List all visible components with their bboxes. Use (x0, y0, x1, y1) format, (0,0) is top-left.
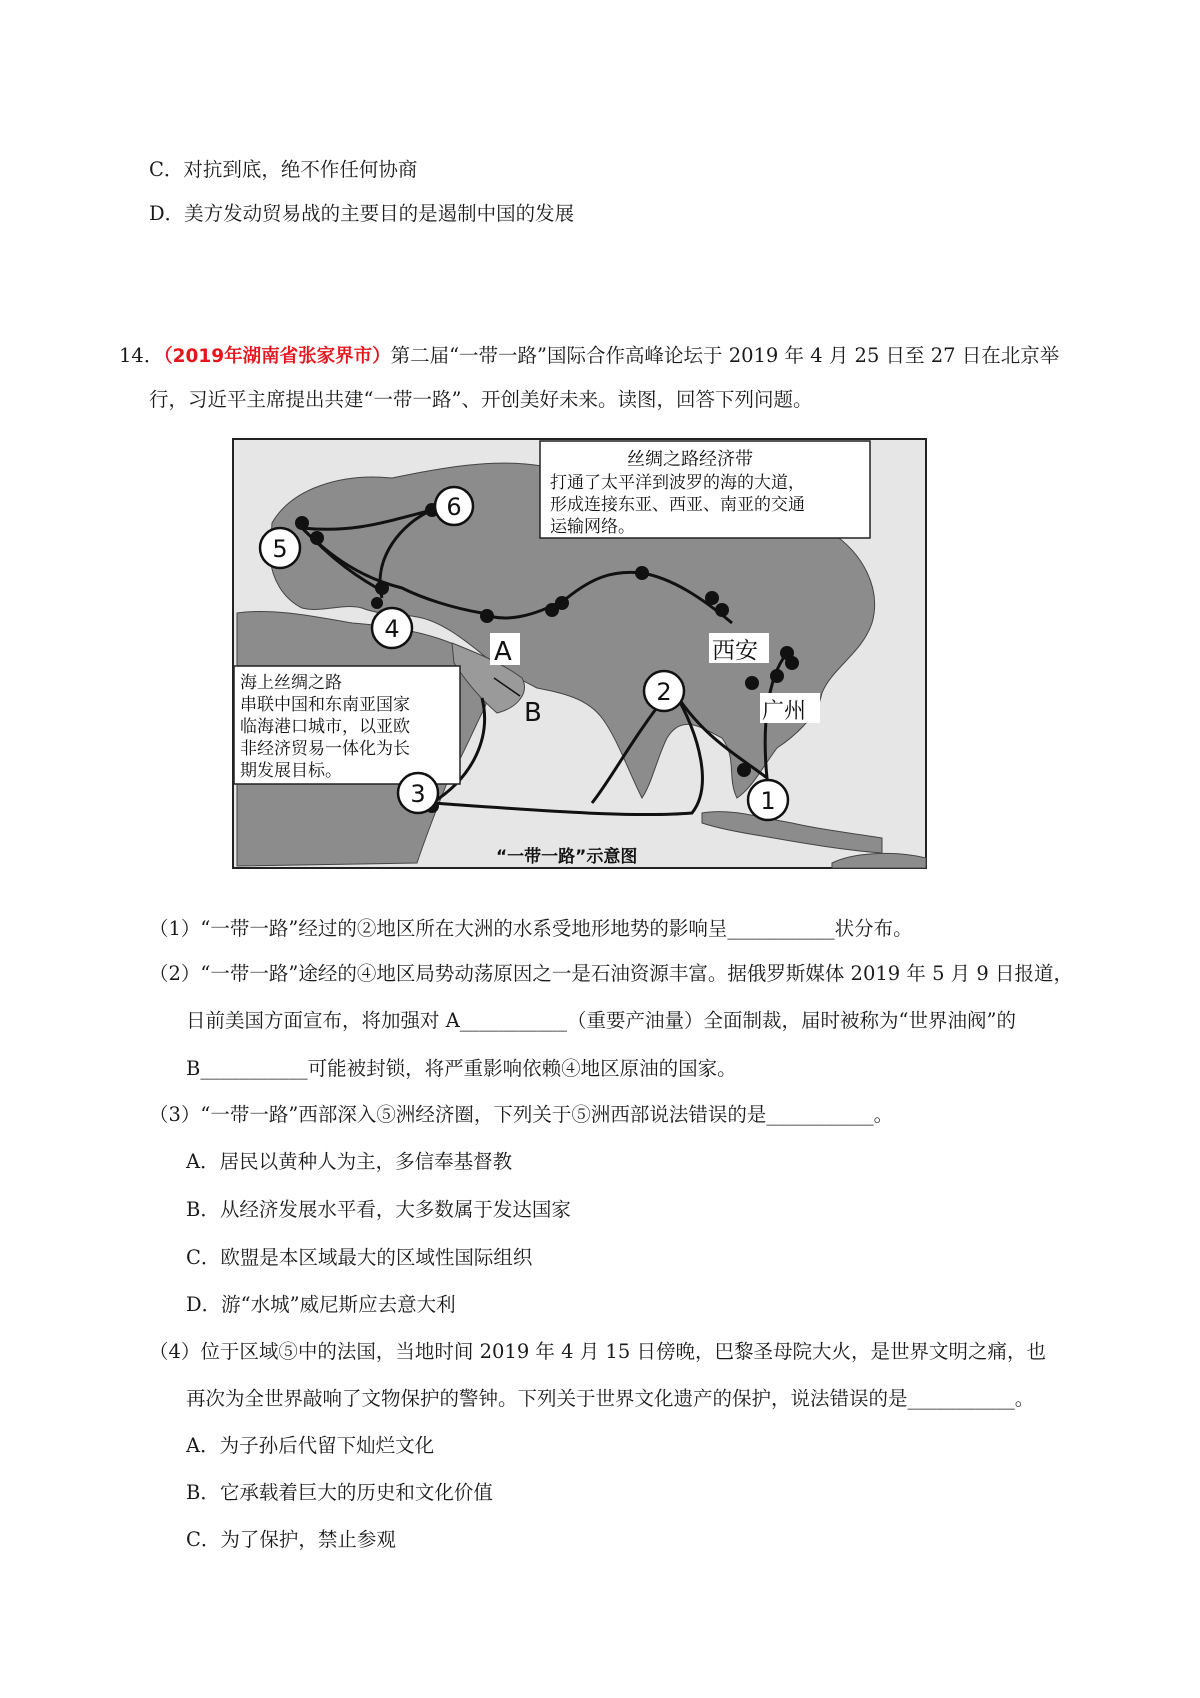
question-14-line1 (119, 343, 1059, 370)
subquestion-3-option: B．从经济发展水平看，大多数属于发达国家 (186, 1198, 571, 1221)
option-c-prev: C．对抗到底，绝不作任何协商 (149, 158, 418, 181)
subquestion-4-option: B．它承载着巨大的历史和文化价值 (186, 1481, 493, 1504)
city-guangzhou: 广州 (762, 699, 807, 724)
subquestion-1: （1）“一带一路”经过的②地区所在大洲的水系受地形地势的影响呈___________状分布。 (149, 917, 913, 940)
marker-label-5: 5 (272, 535, 288, 563)
marker-label-2: 2 (656, 678, 672, 706)
marker-label-4: 4 (384, 615, 400, 643)
marker-label-3: 3 (410, 780, 426, 808)
box-top-line: 运输网络。 (550, 517, 635, 537)
label-b: B (524, 698, 542, 728)
question-source: （2019年湖南省张家界市） (163, 346, 391, 367)
option-d-prev: D．美方发动贸易战的主要目的是遏制中国的发展 (149, 202, 575, 225)
box-top-line: 形成连接东亚、西亚、南亚的交通 (550, 495, 805, 515)
maritime-silk-road-box (234, 666, 460, 784)
question-stem-line2: 行，习近平主席提出共建“一带一路”、开创美好未来。读图，回答下列问题。 (149, 388, 813, 411)
subquestion-4-option: A．为子孙后代留下灿烂文化 (186, 1434, 435, 1457)
map-caption: “一带一路”示意图 (496, 847, 638, 867)
silk-road-belt-box (540, 441, 870, 538)
marker-label-6: 6 (446, 493, 462, 521)
subquestion-3-option: A．居民以黄种人为主，多信奉基督教 (186, 1150, 513, 1173)
box-left-line: 临海港口城市，以亚欧 (240, 717, 410, 737)
subquestion-3-stem: （3）“一带一路”西部深入⑤洲经济圈，下列关于⑤洲西部说法错误的是___________。 (149, 1103, 894, 1126)
belt-and-road-map (232, 438, 927, 869)
question-number: 14． (119, 344, 164, 367)
subquestion-3-option: C．欧盟是本区域最大的区域性国际组织 (186, 1246, 533, 1269)
box-top-line: 打通了太平洋到波罗的海的大道， (550, 473, 805, 493)
subquestion-2-line1: （2）“一带一路”途经的④地区局势动荡原因之一是石油资源丰富。据俄罗斯媒体 2019 年 5 月 9 日报道， (149, 962, 1073, 985)
box-left-line: 串联中国和东南亚国家 (240, 695, 410, 715)
box-left-title: 海上丝绸之路 (240, 673, 342, 693)
subquestion-4-line1: （4）位于区域⑤中的法国，当地时间 2019 年 4 月 15 日傍晚，巴黎圣母院大火，是世界文明之痛，也 (149, 1340, 1046, 1363)
marker-label-1: 1 (760, 787, 776, 815)
box-left-line: 期发展目标。 (240, 761, 342, 781)
question-stem-line1: 第二届“一带一路”国际合作高峰论坛于 2019 年 4 月 25 日至 27 日在北京举 (390, 344, 1060, 367)
subquestion-4-line2: 再次为全世界敲响了文物保护的警钟。下列关于世界文化遗产的保护，说法错误的是___________。 (186, 1387, 1035, 1410)
city-xian: 西安 (712, 638, 758, 664)
subquestion-3-option: D．游“水城”威尼斯应去意大利 (186, 1293, 456, 1316)
subquestion-2-line3: B___________可能被封锁，将严重影响依赖④地区原油的国家。 (186, 1057, 737, 1080)
box-left-line: 非经济贸易一体化为长 (240, 739, 410, 759)
subquestion-4-option: C．为了保护，禁止参观 (186, 1528, 396, 1551)
subquestion-2-line2: 日前美国方面宣布，将加强对 A___________（重要产油量）全面制裁，届时被称为“世界油阀”的 (186, 1009, 1016, 1032)
box-top-title: 丝绸之路经济带 (627, 449, 753, 470)
label-a: A (494, 637, 512, 667)
